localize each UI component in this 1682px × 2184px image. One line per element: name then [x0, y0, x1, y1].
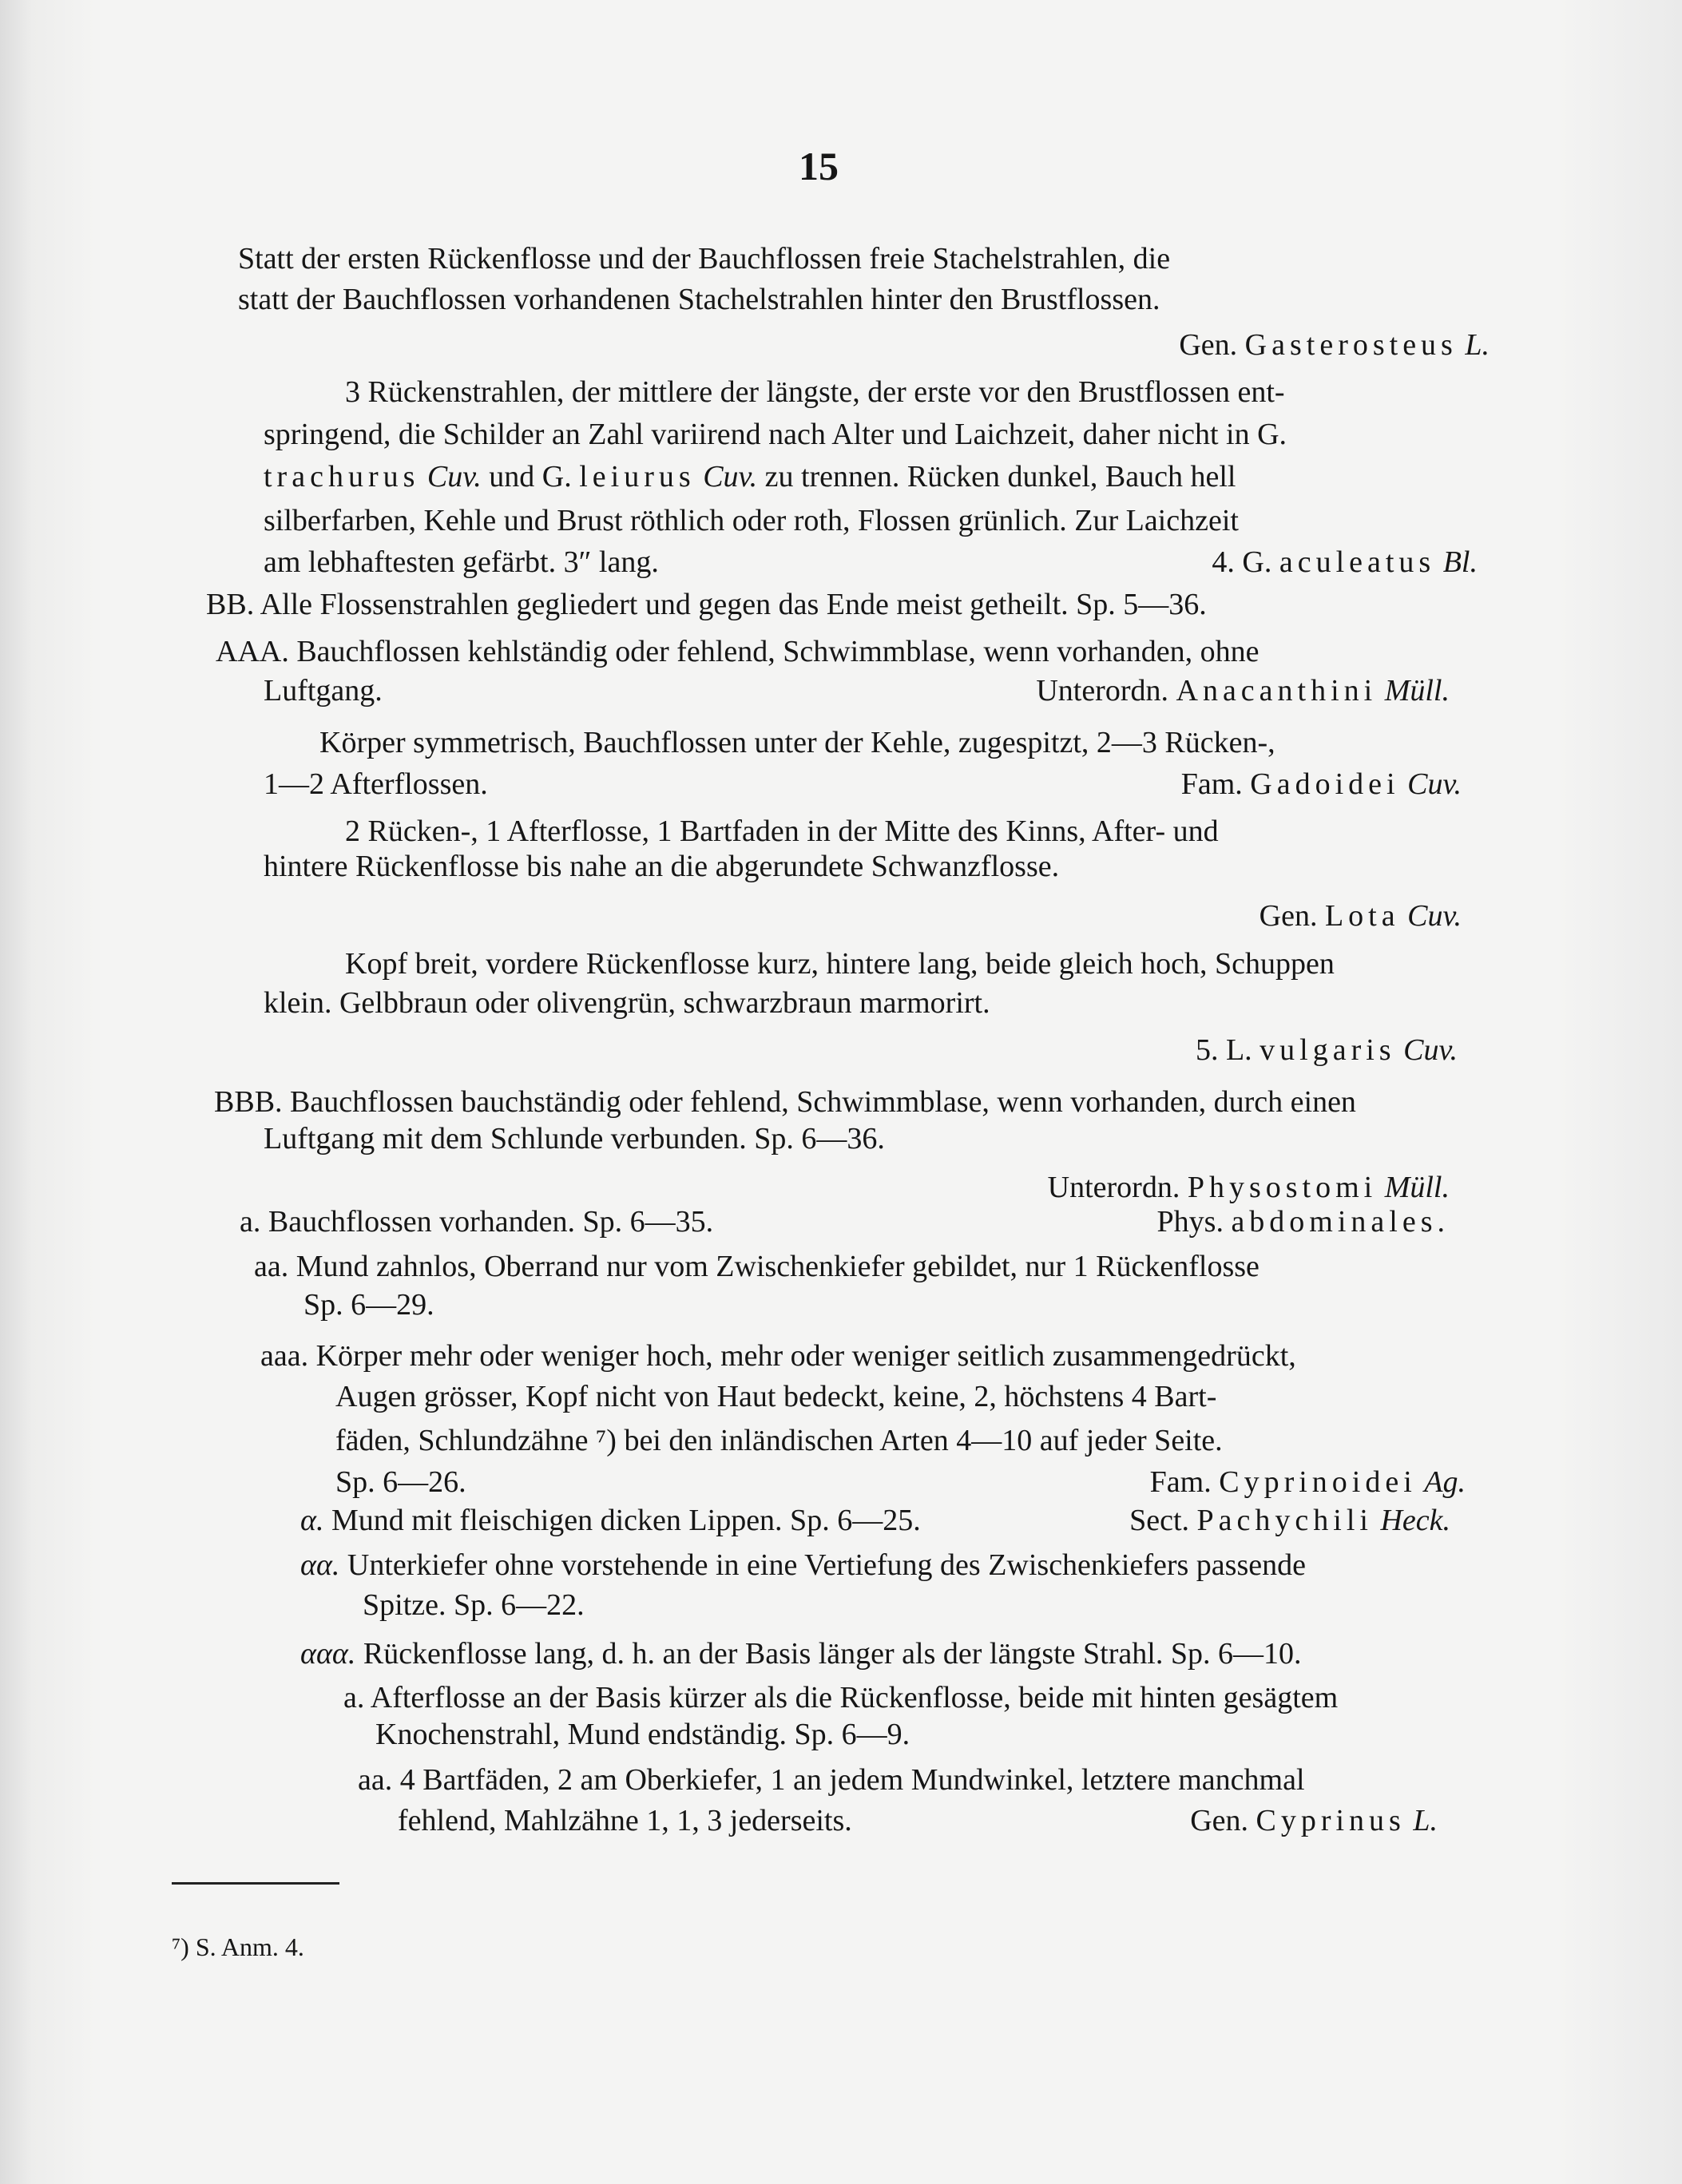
line-text: 1—2 Afterflossen.	[264, 767, 488, 801]
taxon-author: Cuv.	[703, 460, 758, 493]
line-text: BB. Alle Flossenstrahlen gegliedert und gegen das Ende meist getheilt. Sp. 5—36.	[206, 588, 1207, 621]
line-text: Augen grösser, Kopf nicht von Haut bedeckt, keine, 2, höchstens 4 Bart-	[335, 1380, 1217, 1413]
genus-heading	[1038, 898, 1462, 933]
taxon-author: L.	[1413, 1804, 1438, 1837]
taxon-rank: 5. L.	[1195, 1033, 1252, 1067]
line-text: aaa. Körper mehr oder weniger hoch, mehr oder weniger seitlich zusammengedrückt,	[260, 1339, 1296, 1373]
taxon-name: Cyprinus	[1256, 1804, 1406, 1837]
taxon-name: aculeatus	[1279, 545, 1436, 579]
line-text: a. Afterflosse an der Basis kürzer als die Rückenflosse, beide mit hinten gesägtem	[343, 1681, 1339, 1714]
line-text: Rückenflosse lang, d. h. an der Basis länger als der längste Strahl. Sp. 6—10.	[363, 1637, 1302, 1671]
text-line	[345, 814, 1494, 849]
taxon-rank: Phys.	[1156, 1205, 1224, 1239]
line-text: springend, die Schilder an Zahl variirend nach Alter und Laichzeit, daher nicht in G.	[264, 418, 1287, 451]
taxon-name: Physostomi	[1187, 1171, 1378, 1204]
item-marker: αα.	[300, 1548, 340, 1582]
line-text: fehlend, Mahlzähne 1, 1, 3 jederseits.	[398, 1804, 852, 1837]
line-text: a. Bauchflossen vorhanden. Sp. 6—35.	[240, 1205, 714, 1239]
text-line	[375, 1717, 910, 1752]
suborder-line	[264, 673, 1450, 708]
taxon-author: Cuv.	[1407, 899, 1462, 933]
taxon-author: Ag.	[1424, 1465, 1466, 1499]
text-line	[343, 1680, 1494, 1715]
taxon-rank: Gen.	[1190, 1804, 1248, 1837]
taxon-name: Anacanthini	[1176, 674, 1378, 708]
text-line	[363, 1587, 585, 1623]
line-text: Statt der ersten Rückenflosse und der Bauchflossen freie Stachelstrahlen, die	[238, 242, 1171, 275]
suborder-heading	[958, 1170, 1450, 1205]
taxon-name: abdominales.	[1231, 1205, 1450, 1239]
line-text: fäden, Schlundzähne ⁷) bei den inländischen Arten 4—10 auf jeder Seite.	[335, 1424, 1223, 1457]
line-text: silberfarben, Kehle und Brust röthlich oder roth, Flossen grünlich. Zur Laichzeit	[264, 504, 1239, 537]
line-text: Kopf breit, vordere Rückenflosse kurz, hintere lang, beide gleich hoch, Schuppen	[345, 947, 1335, 981]
line-text: BBB. Bauchflossen bauchständig oder fehlend, Schwimmblase, wenn vorhanden, durch einen	[214, 1085, 1356, 1119]
text-line	[300, 1548, 1494, 1583]
taxon-name: Gasterosteus	[1244, 328, 1458, 362]
line-text: Unterkiefer ohne vorstehende in eine Vertiefung des Zwischenkiefers passende	[347, 1548, 1306, 1582]
text-line	[319, 725, 1494, 760]
page-number: 15	[799, 144, 839, 188]
taxon-author: Cuv.	[1407, 767, 1462, 801]
text-line	[264, 503, 1494, 538]
taxon-name: Gadoidei	[1250, 767, 1400, 801]
line-text: Spitze. Sp. 6—22.	[363, 1588, 585, 1622]
line-text: 3 Rückenstrahlen, der mittlere der längste, der erste vor den Brustflossen ent-	[345, 375, 1285, 409]
text-line	[358, 1762, 1486, 1798]
text-line	[260, 1338, 1494, 1373]
family-line	[335, 1465, 1466, 1500]
line-text: Sp. 6—26.	[335, 1465, 466, 1499]
line-text: zu trennen. Rücken dunkel, Bauch hell	[764, 460, 1236, 493]
line-text: 2 Rücken-, 1 Afterflosse, 1 Bartfaden in der Mitte des Kinns, After- und	[345, 815, 1219, 848]
line-text: Sp. 6—29.	[303, 1288, 434, 1322]
line-text: Luftgang mit dem Schlunde verbunden. Sp. 6—36.	[264, 1122, 885, 1155]
taxon-rank: 4. G.	[1212, 545, 1272, 579]
text-line	[264, 849, 1059, 884]
family-line	[264, 767, 1462, 802]
text-line	[335, 1379, 1494, 1414]
taxon-rank: Fam.	[1180, 767, 1243, 801]
line-text: hintere Rückenflosse bis nahe an die abgerundete Schwanzflosse.	[264, 850, 1060, 883]
taxon-author: Müll.	[1384, 1171, 1450, 1204]
item-marker: α.	[300, 1504, 324, 1537]
line-text: Luftgang.	[264, 674, 383, 708]
taxon-name: vulgaris	[1260, 1033, 1396, 1067]
taxon-author: Heck.	[1380, 1504, 1450, 1537]
line-text: statt der Bauchflossen vorhandenen Stachelstrahlen hinter den Brustflossen.	[238, 283, 1160, 316]
taxon-name: Cyprinoidei	[1219, 1465, 1417, 1499]
line-text: Knochenstrahl, Mund endständig. Sp. 6—9.	[375, 1718, 910, 1751]
text-line	[345, 375, 1494, 410]
taxon-author: Cuv.	[426, 460, 482, 493]
text-line	[214, 1084, 1494, 1120]
species-line	[264, 545, 1478, 580]
taxon-rank: Unterordn.	[1047, 1171, 1180, 1204]
taxon-rank: Unterordn.	[1036, 674, 1168, 708]
species-heading	[1038, 1033, 1458, 1068]
line-text: Mund mit fleischigen dicken Lippen. Sp. 6—25.	[331, 1504, 921, 1537]
item-marker: ααα.	[300, 1637, 356, 1671]
text-line	[238, 282, 1160, 317]
text-line	[216, 634, 1490, 669]
text-line	[206, 587, 1207, 622]
taxon-name: Lota	[1324, 899, 1400, 933]
line-text: aa. Mund zahnlos, Oberrand nur vom Zwischenkiefer gebildet, nur 1 Rückenflosse	[254, 1250, 1260, 1283]
taxon-name: leiurus	[579, 460, 696, 493]
text-line	[238, 241, 1494, 276]
line-text: am lebhaftesten gefärbt. 3″ lang.	[264, 545, 659, 579]
text-line	[264, 985, 990, 1021]
line-text: AAA. Bauchflossen kehlständig oder fehlend, Schwimmblase, wenn vorhanden, ohne	[216, 635, 1260, 668]
taxon-rank: Gen.	[1179, 328, 1238, 362]
section-line	[300, 1503, 1450, 1538]
taxon-author: Bl.	[1442, 545, 1478, 579]
taxon-rank: Sect.	[1129, 1504, 1190, 1537]
text-line	[300, 1636, 1494, 1671]
text-line	[264, 459, 1236, 494]
text-line	[254, 1249, 1494, 1284]
text-line	[345, 946, 1494, 981]
line-text: und G.	[489, 460, 572, 493]
taxon-rank: Fam.	[1149, 1465, 1212, 1499]
taxon-rank: Gen.	[1259, 899, 1318, 933]
taxon-name: Pachychili	[1196, 1504, 1373, 1537]
footnote-rule	[172, 1882, 339, 1885]
taxon-author: L.	[1465, 328, 1490, 362]
taxon-name: trachurus	[264, 460, 420, 493]
line-text: klein. Gelbbraun oder olivengrün, schwarzbraun marmorirt.	[264, 986, 990, 1020]
text-line	[264, 417, 1287, 452]
division-line	[240, 1204, 1450, 1239]
genus-line	[398, 1803, 1438, 1838]
taxon-author: Cuv.	[1403, 1033, 1458, 1067]
line-text: Körper symmetrisch, Bauchflossen unter der Kehle, zugespitzt, 2—3 Rücken-,	[319, 726, 1275, 759]
genus-heading	[958, 327, 1490, 363]
line-text: aa. 4 Bartfäden, 2 am Oberkiefer, 1 an jedem Mundwinkel, letztere manchmal	[358, 1763, 1305, 1797]
text-line	[264, 1121, 885, 1156]
text-line	[303, 1287, 434, 1322]
footnote: ⁷) S. Anm. 4.	[172, 1932, 304, 1961]
text-line	[335, 1423, 1494, 1458]
taxon-author: Müll.	[1384, 674, 1450, 708]
